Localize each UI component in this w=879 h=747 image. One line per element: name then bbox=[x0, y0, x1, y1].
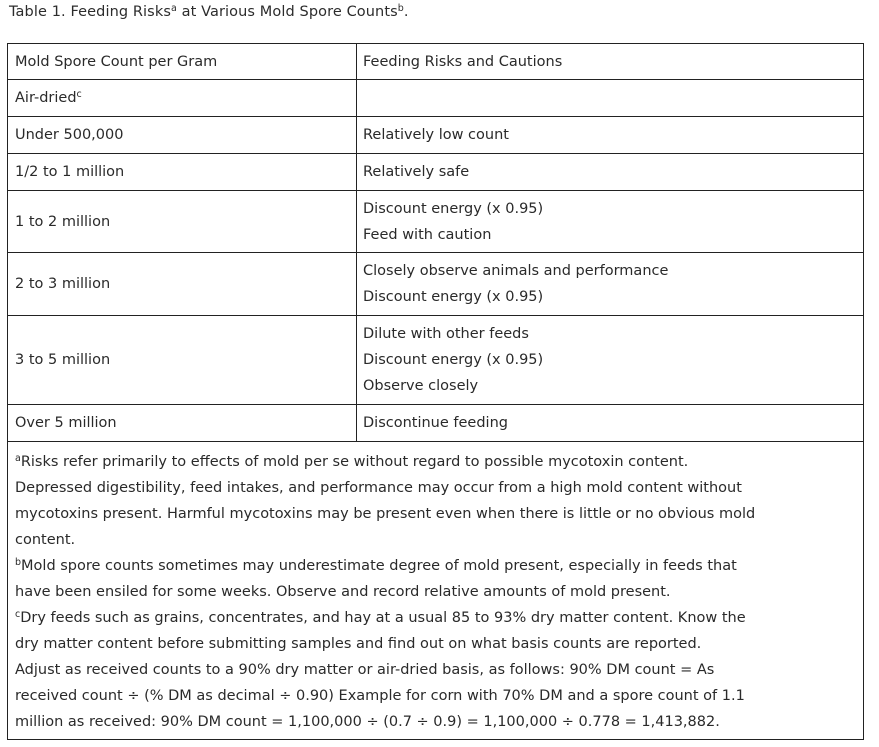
footnote-text: million as received: 90% DM count = 1,100,000 ÷ (0.7 ÷ 0.9) = 1,100,000 ÷ 0.778 = 1,413,882. bbox=[15, 714, 720, 730]
feeding-risks-table bbox=[7, 43, 864, 740]
risk-cell: Relatively safe bbox=[357, 154, 864, 191]
risk-cell bbox=[357, 191, 864, 253]
table-row bbox=[8, 191, 863, 253]
subheader-empty-cell bbox=[357, 80, 864, 117]
footnote-text: Depressed digestibility, feed intakes, and performance may occur from a high mold content without bbox=[15, 480, 742, 496]
subheader-label: Air-dried bbox=[15, 90, 77, 106]
footnote-text: Dry feeds such as grains, concentrates, and hay at a usual 85 to 93% dry matter content. Know the bbox=[20, 610, 746, 626]
footnote-c bbox=[15, 605, 857, 735]
footnote-marker: a bbox=[15, 453, 21, 464]
spore-count-cell: Under 500,000 bbox=[8, 117, 357, 154]
risk-line: Observe closely bbox=[363, 378, 479, 394]
table-footnotes bbox=[8, 442, 863, 735]
table-subheader-row bbox=[8, 80, 863, 117]
footnote-marker: c bbox=[15, 609, 21, 620]
caption-text-continued: at Various Mold Spore Counts bbox=[176, 4, 398, 20]
risk-line: Discount energy (x 0.95) bbox=[363, 352, 544, 368]
footnote-marker-c: c bbox=[76, 89, 82, 100]
footnote-b bbox=[15, 553, 857, 605]
spore-count-cell: 1 to 2 million bbox=[8, 191, 357, 253]
footnote-marker: b bbox=[15, 557, 22, 568]
table-row bbox=[8, 405, 863, 442]
risk-cell bbox=[357, 316, 864, 405]
footnote-marker-a: a bbox=[170, 3, 177, 14]
risk-line: Discount energy (x 0.95) bbox=[363, 289, 544, 305]
footnote-text: Mold spore counts sometimes may underestimate degree of mold present, especially in feeds that bbox=[21, 558, 737, 574]
table-caption bbox=[9, 4, 409, 20]
risk-line: Dilute with other feeds bbox=[363, 326, 529, 342]
table-row bbox=[8, 316, 863, 405]
risk-cell: Discontinue feeding bbox=[357, 405, 864, 442]
risk-cell: Relatively low count bbox=[357, 117, 864, 154]
footnote-a bbox=[15, 449, 857, 553]
column-header-feeding-risks: Feeding Risks and Cautions bbox=[357, 44, 864, 80]
spore-count-cell: 2 to 3 million bbox=[8, 253, 357, 316]
footnote-text: content. bbox=[15, 532, 76, 548]
spore-count-cell: 1/2 to 1 million bbox=[8, 154, 357, 191]
footnote-text: Adjust as received counts to a 90% dry matter or air-dried basis, as follows: 90% DM count = As bbox=[15, 662, 715, 678]
risk-line: Closely observe animals and performance bbox=[363, 263, 669, 279]
column-header-spore-count: Mold Spore Count per Gram bbox=[8, 44, 357, 80]
risk-table-grid bbox=[8, 44, 863, 442]
risk-line: Discount energy (x 0.95) bbox=[363, 200, 544, 217]
spore-count-cell: Over 5 million bbox=[8, 405, 357, 442]
risk-cell bbox=[357, 253, 864, 316]
caption-period: . bbox=[403, 4, 409, 20]
footnote-text: Risks refer primarily to effects of mold per se without regard to possible mycotoxin content. bbox=[20, 454, 689, 470]
table-row bbox=[8, 154, 863, 191]
footnote-marker-b: b bbox=[397, 3, 404, 14]
table-row bbox=[8, 253, 863, 316]
footnote-text: mycotoxins present. Harmful mycotoxins may be present even when there is little or no obvious mold bbox=[15, 506, 756, 522]
footnote-text: dry matter content before submitting samples and find out on what basis counts are reported. bbox=[15, 636, 702, 652]
risk-line: Feed with caution bbox=[363, 226, 492, 243]
footnote-text: have been ensiled for some weeks. Observe and record relative amounts of mold present. bbox=[15, 584, 671, 600]
footnote-text: received count ÷ (% DM as decimal ÷ 0.90) Example for corn with 70% DM and a spore count of 1.1 bbox=[15, 688, 745, 704]
spore-count-cell: 3 to 5 million bbox=[8, 316, 357, 405]
table-header-row bbox=[8, 44, 863, 80]
caption-text: Table 1. Feeding Risks bbox=[9, 4, 171, 20]
table-row bbox=[8, 117, 863, 154]
subheader-air-dried bbox=[8, 80, 357, 117]
